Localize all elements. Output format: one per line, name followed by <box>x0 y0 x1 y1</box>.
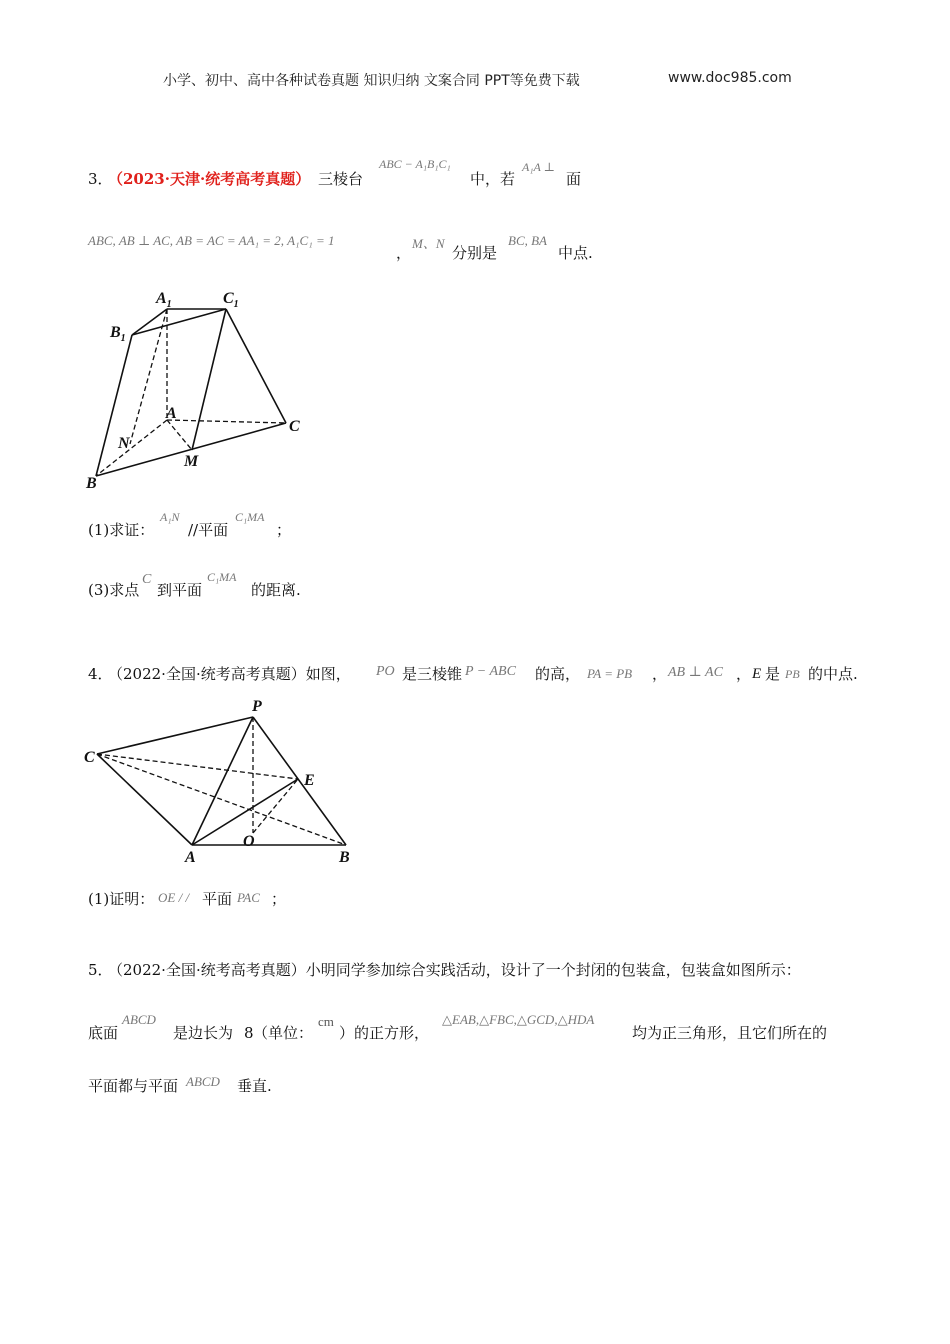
q5-number-8: 8 <box>244 1024 254 1042</box>
q3-text-1: 三棱台 <box>318 170 364 188</box>
edge-c-a <box>97 754 192 845</box>
label-c1: $C_1$ <box>223 290 239 310</box>
q4-text-6: 的中点. <box>808 665 858 683</box>
q3-part3-mid: 到平面 <box>157 581 203 599</box>
q3-part3-math-2: C₁MA <box>207 570 237 584</box>
q4-part1-math-1: OE / / <box>158 890 190 905</box>
q4-math-4: AB ⊥ AC <box>668 665 723 680</box>
q5-math-1: ABCD <box>122 1012 156 1027</box>
header-url[interactable]: www.doc985.com <box>668 70 792 86</box>
q3-number: 3． <box>88 170 113 188</box>
q5-text-3: （单位： <box>253 1024 314 1042</box>
label-c: C <box>84 749 95 766</box>
q3-text-4: ， <box>396 244 412 262</box>
q4-math-1: PO <box>376 664 395 679</box>
header-text: 小学、初中、高中各种试卷真题 知识归纳 文案合同 PPT等免费下载 <box>163 73 580 89</box>
q3-math-5: BC, BA <box>508 233 547 248</box>
q5-text-4: ）的正方形， <box>339 1024 430 1042</box>
q4-text-1: 是三棱锥 <box>402 665 463 683</box>
q5-unit: cm <box>318 1014 334 1029</box>
q4-text-2: 的高， <box>535 665 581 683</box>
q5-text-1: 底面 <box>88 1024 119 1042</box>
label-n: N <box>118 435 130 452</box>
q4-part1-math-2: PAC <box>237 890 260 905</box>
label-a1: $A_1$ <box>156 290 172 310</box>
q4-math-5: PB <box>785 667 800 681</box>
q3-part3-end: 的距离. <box>251 581 301 599</box>
q5-text-2: 是边长为 <box>173 1024 234 1042</box>
q3-part1-math-2: C₁MA <box>235 510 265 524</box>
q4-math-2: P − ABC <box>465 664 516 679</box>
label-b1: $B_1$ <box>110 324 126 344</box>
label-b: B <box>86 475 97 492</box>
label-c: C <box>289 418 300 435</box>
label-b: B <box>339 849 350 866</box>
q4-text-4: ， <box>736 665 752 683</box>
q3-math-3: ABC, AB ⊥ AC, AB = AC = AA₁ = 2, A₁C₁ = 1 <box>88 233 335 248</box>
q3-part1-mid: //平面 <box>188 521 229 539</box>
q3-part3-prefix: (3)求点 <box>88 581 140 599</box>
label-o: O <box>243 833 255 850</box>
q5-math-3: ABCD <box>186 1074 220 1089</box>
label-m: M <box>184 453 199 470</box>
q3-part3-math-1: C <box>142 572 152 587</box>
label-e: E <box>304 772 315 789</box>
label-p: P <box>252 698 262 715</box>
q4-part1-prefix: (1)证明： <box>88 890 155 908</box>
q5-line-1: （2022·全国·统考高考真题）小明同学参加综合实践活动，设计了一个封闭的包装盒，包装盒如图所示： <box>108 961 801 979</box>
edge-o-e <box>253 779 298 833</box>
q4-part1-end: ； <box>271 890 287 908</box>
q5-text-7: 垂直. <box>237 1077 272 1095</box>
q5-number: 5． <box>88 961 113 979</box>
label-a: A <box>185 849 196 866</box>
q3-source: （2023·天津·统考高考真题） <box>108 170 311 188</box>
q5-text-6: 平面都与平面 <box>88 1077 179 1095</box>
q3-part1-math-1: A₁N <box>160 510 180 524</box>
q5-text-5: 均为正三角形，且它们所在的 <box>632 1024 828 1042</box>
q3-part1-end: ； <box>276 521 292 539</box>
q4-text-3: ， <box>652 665 668 683</box>
q4-source: （2022·全国·统考高考真题）如图， <box>108 665 351 683</box>
q4-part1-mid: 平面 <box>202 890 233 908</box>
q4-e-letter: E <box>752 666 762 682</box>
q4-number: 4． <box>88 665 113 683</box>
q3-text-2: 中，若 <box>470 170 516 188</box>
q3-math-2: A₁A ⊥ <box>522 160 555 174</box>
q3-text-6: 中点. <box>558 244 593 262</box>
q3-part1-prefix: (1)求证： <box>88 521 155 539</box>
q3-math-1: ABC − A₁B₁C₁ <box>379 157 451 171</box>
edge-c-p <box>97 717 253 754</box>
label-a: A <box>166 405 177 422</box>
q4-text-5: 是 <box>765 665 781 683</box>
q5-math-2: △EAB,△FBC,△GCD,△HDA <box>442 1012 595 1027</box>
q3-text-5: 分别是 <box>452 244 498 262</box>
q3-math-4: M、N <box>412 236 445 251</box>
q3-text-3: 面 <box>566 170 582 188</box>
edge-c-e <box>97 754 298 779</box>
edge-p-b <box>253 717 346 845</box>
q4-math-3: PA = PB <box>587 666 633 681</box>
edge-c-b <box>97 754 346 845</box>
